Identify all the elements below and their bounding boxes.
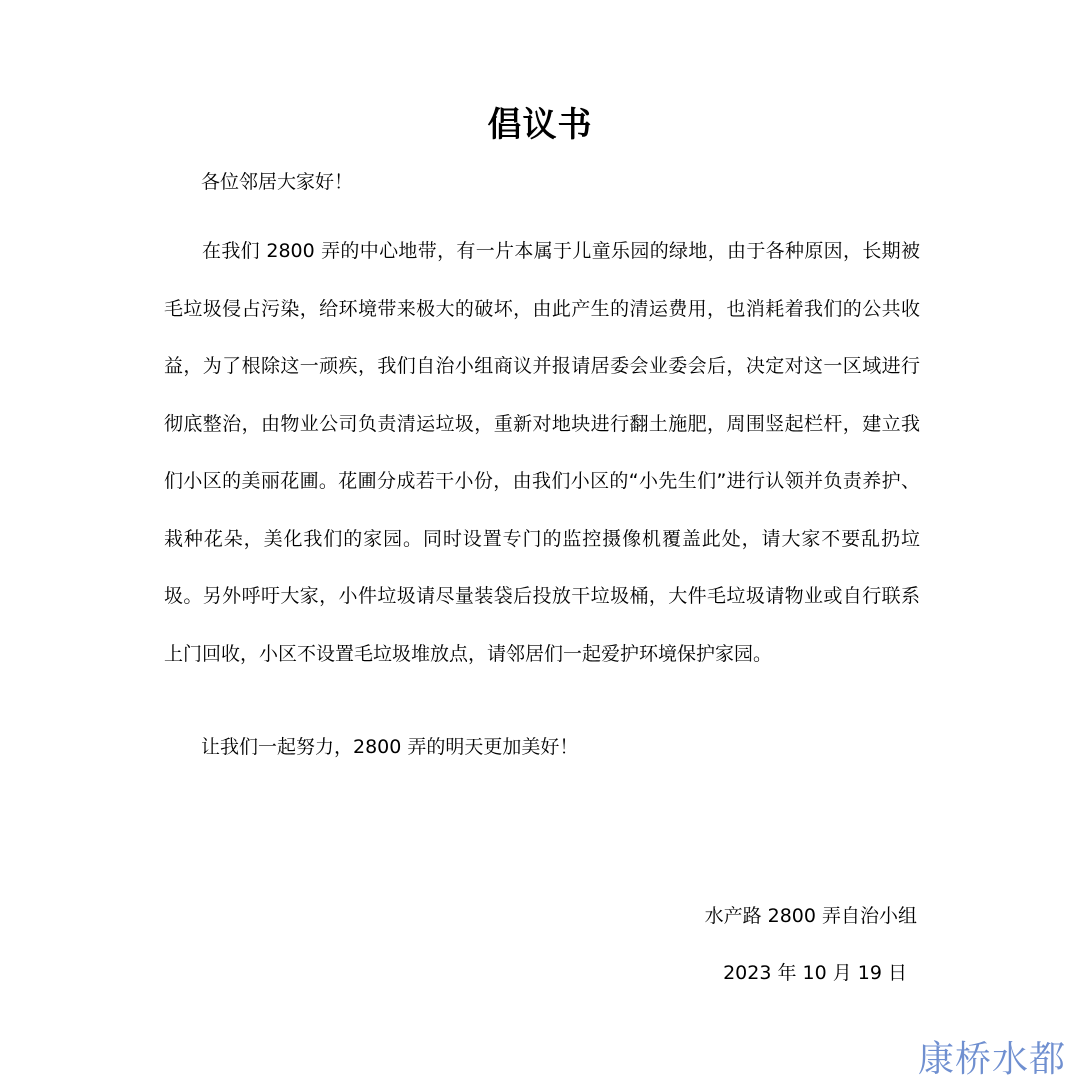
body-paragraph: 在我们 2800 弄的中心地带，有一片本属于儿童乐园的绿地，由于各种原因，长期被毛垃圾侵占污染，给环境带来极大的破坏，由此产生的清运费用，也消耗着我们的公共收益，为了根除这一顽疾，我们自治小组商议并报请居委会业委会后，决定对这一区域进行彻底整治，由物业公司负责清运垃圾，重新对地块进行翻土施肥，周围竖起栏杆，建立我们小区的美丽花圃。花圃分成若干小份，由我们小区的“小先生们”进行认领并负责养护、栽种花朵，美化我们的家园。同时设置专门的监控摄像机覆盖此处，请大家不要乱扔垃圾。另外呼吁大家，小件垃圾请尽量装袋后投放干垃圾桶，大件毛垃圾请物业或自行联系上门回收，小区不设置毛垃圾堆放点，请邻居们一起爱护环境保护家园。 xyxy=(164,240,920,665)
watermark: 康桥水都 xyxy=(917,1039,1066,1080)
closing-line: 让我们一起努力，2800 弄的明天更加美好！ xyxy=(201,736,579,758)
greeting: 各位邻居大家好！ xyxy=(201,171,354,193)
document-date: 2023 年 10 月 19 日 xyxy=(723,962,907,984)
signature: 水产路 2800 弄自治小组 xyxy=(704,905,917,927)
document-title: 倡议书 xyxy=(487,105,593,145)
